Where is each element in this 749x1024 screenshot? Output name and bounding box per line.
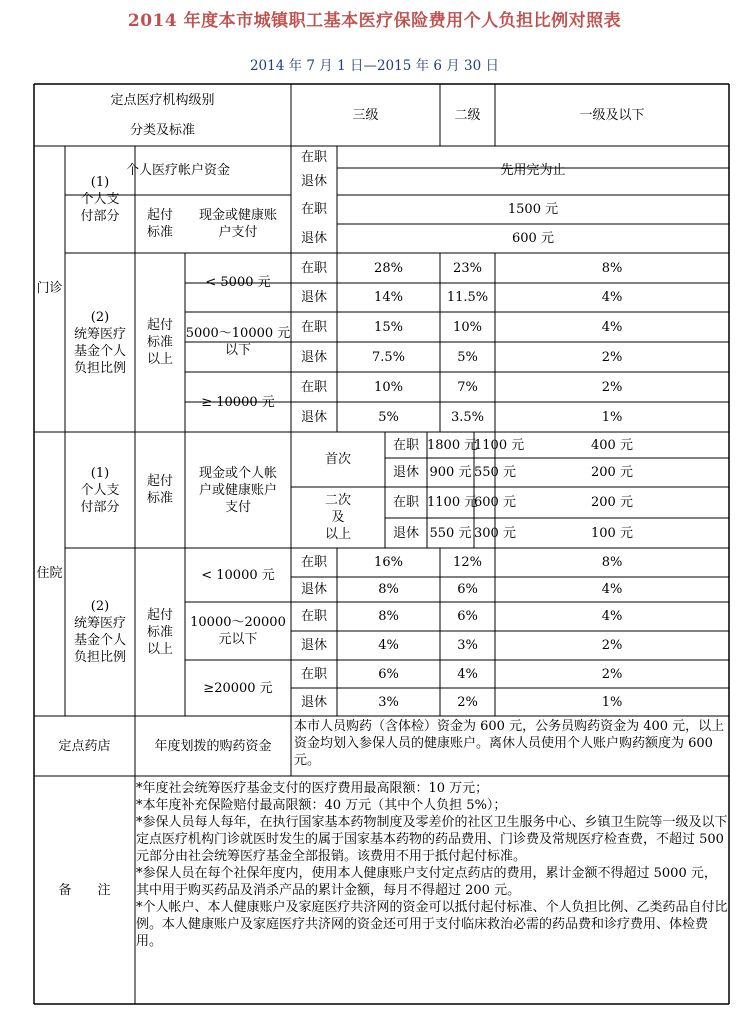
mz-row-status: 退休 xyxy=(300,349,327,365)
note-item: *本年度补充保险赔付最高限额：40 万元（其中个人负担 5%）； xyxy=(136,798,507,813)
zy-row-status: 退休 xyxy=(300,582,327,597)
mz-row-lv3: 7.5% xyxy=(371,349,406,365)
zy-qifu-lv2: 600 元 xyxy=(474,495,516,510)
pharmacy-item: 年度划拨的购药资金 xyxy=(154,738,272,754)
header-level-3: 三级 xyxy=(352,107,379,123)
zy-row-status: 在职 xyxy=(300,609,327,624)
mz-row-status: 退休 xyxy=(300,409,327,425)
zy-row-lv1: 2% xyxy=(601,638,623,653)
mz-row-lv3: 14% xyxy=(374,290,403,305)
mz-row-status: 在职 xyxy=(300,319,327,335)
zy-qifu-above-label: 起付 标准 以上 xyxy=(146,607,173,657)
zy-row-lv3: 8% xyxy=(378,609,399,624)
mz-range: ≥ 10000 元 xyxy=(201,394,275,410)
zy-row-lv3: 3% xyxy=(378,694,399,710)
zy-first: 首次 xyxy=(324,452,351,467)
mz-use-up: 先用完为止 xyxy=(500,163,566,178)
mz-row-lv2: 3.5% xyxy=(450,409,485,425)
pharmacy-text: 本市人员购药（含体检）资金为 600 元，公务员购药资金为 400 元，以上资金均划入参保人员的健康账户。离休人员使用个人账户购药额度为 600 元。 xyxy=(294,719,725,768)
mz-cash-health: 现金或健康账 户支付 xyxy=(198,208,277,240)
zy-qifu-lv1: 400 元 xyxy=(591,437,633,453)
mz-personal-account: 个人医疗帐户资金 xyxy=(125,163,230,178)
mz-row-lv2: 7% xyxy=(457,379,478,395)
mz-range: 5000～10000 元 以下 xyxy=(185,326,291,358)
notes-text xyxy=(136,780,729,950)
header-level-2: 二级 xyxy=(454,107,481,123)
zy-row-lv1: 8% xyxy=(601,555,623,570)
zy-qifu-lv3: 550 元 xyxy=(429,525,472,541)
zy-part2-label: (2) 统筹医疗 基金个人 负担比例 xyxy=(73,599,126,665)
mz-row-lv2: 11.5% xyxy=(446,290,489,305)
mz-tuixiu: 退休 xyxy=(300,174,327,189)
zy-row-lv3: 6% xyxy=(378,666,399,682)
mz-row-lv1: 4% xyxy=(601,319,623,335)
zy-qifu-lv2: 300 元 xyxy=(474,525,516,541)
mz-row-lv2: 23% xyxy=(453,260,482,276)
mz-part1-label: (1) 个人支 付部分 xyxy=(80,175,120,224)
zy-qifu-lv3: 900 元 xyxy=(429,465,472,480)
zy-row-lv1: 1% xyxy=(601,694,623,710)
zy-range: < 10000 元 xyxy=(201,567,275,583)
zy-qifu-lv1: 200 元 xyxy=(591,495,633,510)
zy-row-lv3: 4% xyxy=(378,638,399,653)
zy-qifu-status: 在职 xyxy=(392,437,419,453)
mz-qifu-above-label: 起付 标准 以上 xyxy=(146,318,173,367)
mz-row-lv1: 1% xyxy=(601,409,623,425)
zy-row-lv2: 4% xyxy=(457,666,478,682)
zy-qifu-status: 退休 xyxy=(392,465,419,480)
mz-qifu-label: 起付 标准 xyxy=(146,208,173,240)
zy-row-status: 在职 xyxy=(300,666,327,682)
mz-row-lv3: 10% xyxy=(374,379,403,395)
note-item: *年度社会统筹医疗基金支付的医疗费用最高限额：10 万元； xyxy=(136,781,489,796)
zy-row-status: 退休 xyxy=(300,694,327,710)
zy-row-lv2: 3% xyxy=(457,638,478,653)
zy-row-lv1: 4% xyxy=(601,582,623,597)
notes-label: 备 注 xyxy=(58,882,111,898)
section-zhuyuan: 住院 xyxy=(36,566,63,581)
mz-qifu-tuixiu: 600 元 xyxy=(512,231,554,246)
header-level-label: 定点医疗机构级别 xyxy=(110,92,215,108)
zy-range: ≥20000 元 xyxy=(203,680,273,696)
zy-qifu-label: 起付 标准 xyxy=(146,474,173,506)
zy-row-lv3: 16% xyxy=(374,555,403,570)
mz-row-lv1: 2% xyxy=(601,349,623,365)
mz-row-lv1: 2% xyxy=(601,379,623,395)
zy-part1-label: (1) 个人支 付部分 xyxy=(80,465,120,515)
mz-row-lv3: 28% xyxy=(374,260,403,276)
mz-zaizhi: 在职 xyxy=(300,149,327,165)
mz-row-lv1: 8% xyxy=(601,260,623,276)
zy-qifu-lv3: 1100 元 xyxy=(427,495,478,510)
zy-row-status: 退休 xyxy=(300,638,327,653)
zy-row-lv3: 8% xyxy=(378,582,399,597)
mz-row-status: 退休 xyxy=(300,290,327,305)
mz-qifu-zaizhi: 1500 元 xyxy=(507,202,559,217)
mz-part2-label: (2) 统筹医疗 基金个人 负担比例 xyxy=(73,309,126,376)
period: 2014 年 7 月 1 日—2015 年 6 月 30 日 xyxy=(249,58,500,74)
zy-range: 10000～20000 元以下 xyxy=(190,615,286,647)
mz-row-status: 在职 xyxy=(300,260,327,276)
mz-tuixiu: 退休 xyxy=(300,231,327,246)
mz-range: < 5000 元 xyxy=(205,275,271,290)
header-level-1: 一级及以下 xyxy=(579,107,645,123)
zy-row-lv2: 6% xyxy=(457,582,478,597)
zy-row-lv2: 6% xyxy=(457,609,478,624)
mz-row-status: 在职 xyxy=(300,379,327,395)
note-item: *个人帐户、本人健康账户及家庭医疗共济网的资金可以抵付起付标准、个人负担比例、乙类药品自付比例。本人健康账户及家庭医疗共济网的资金还可用于支付临床救治必需的药品费和诊疗费用、体检费用。 xyxy=(136,900,728,949)
mz-row-lv3: 5% xyxy=(378,409,399,425)
zy-qifu-lv3: 1800 元 xyxy=(427,437,478,453)
zy-row-lv1: 4% xyxy=(601,609,623,624)
zy-row-lv2: 12% xyxy=(453,555,482,570)
section-menzhen: 门诊 xyxy=(36,281,63,296)
zy-second: 二次 及 以上 xyxy=(324,493,351,542)
zy-qifu-lv2: 1100 元 xyxy=(474,437,525,453)
pharmacy-label: 定点药店 xyxy=(58,738,111,754)
zy-qifu-lv2: 550 元 xyxy=(474,465,516,480)
zy-qifu-status: 退休 xyxy=(392,525,419,541)
mz-row-lv2: 10% xyxy=(453,319,482,335)
zy-cash-health: 现金或个人帐 户或健康账户 支付 xyxy=(198,465,277,515)
header-class-label: 分类及标准 xyxy=(129,122,195,138)
zy-row-lv1: 2% xyxy=(601,666,623,682)
zy-qifu-lv1: 100 元 xyxy=(591,525,633,541)
note-item: *参保人员每人每年，在执行国家基本药物制度及零差价的社区卫生服务中心、乡镇卫生院等一级及以下定点医疗机构门诊就医时发生的属于国家基本药物的药品费用、门诊费及常规医疗检查费，不超过 500 元部分由社会统筹医疗基金全部报销。该费用不用于抵付起付标准。 xyxy=(136,815,728,864)
zy-qifu-status: 在职 xyxy=(392,495,419,510)
page-title: 2014 年度本市城镇职工基本医疗保险费用个人负担比例对照表 xyxy=(127,11,622,31)
mz-zaizhi: 在职 xyxy=(300,202,327,217)
zy-qifu-lv1: 200 元 xyxy=(591,465,633,480)
zy-row-status: 在职 xyxy=(300,555,327,570)
mz-row-lv2: 5% xyxy=(457,349,478,365)
mz-row-lv3: 15% xyxy=(374,319,403,335)
note-item: *参保人员在每个社保年度内，使用本人健康账户支付定点药店的费用，累计金额不得超过 5000 元，其中用于购买药品及消杀产品的累计金额，每月不得超过 200 元。 xyxy=(136,866,717,898)
zy-row-lv2: 2% xyxy=(457,694,478,710)
mz-row-lv1: 4% xyxy=(601,290,623,305)
